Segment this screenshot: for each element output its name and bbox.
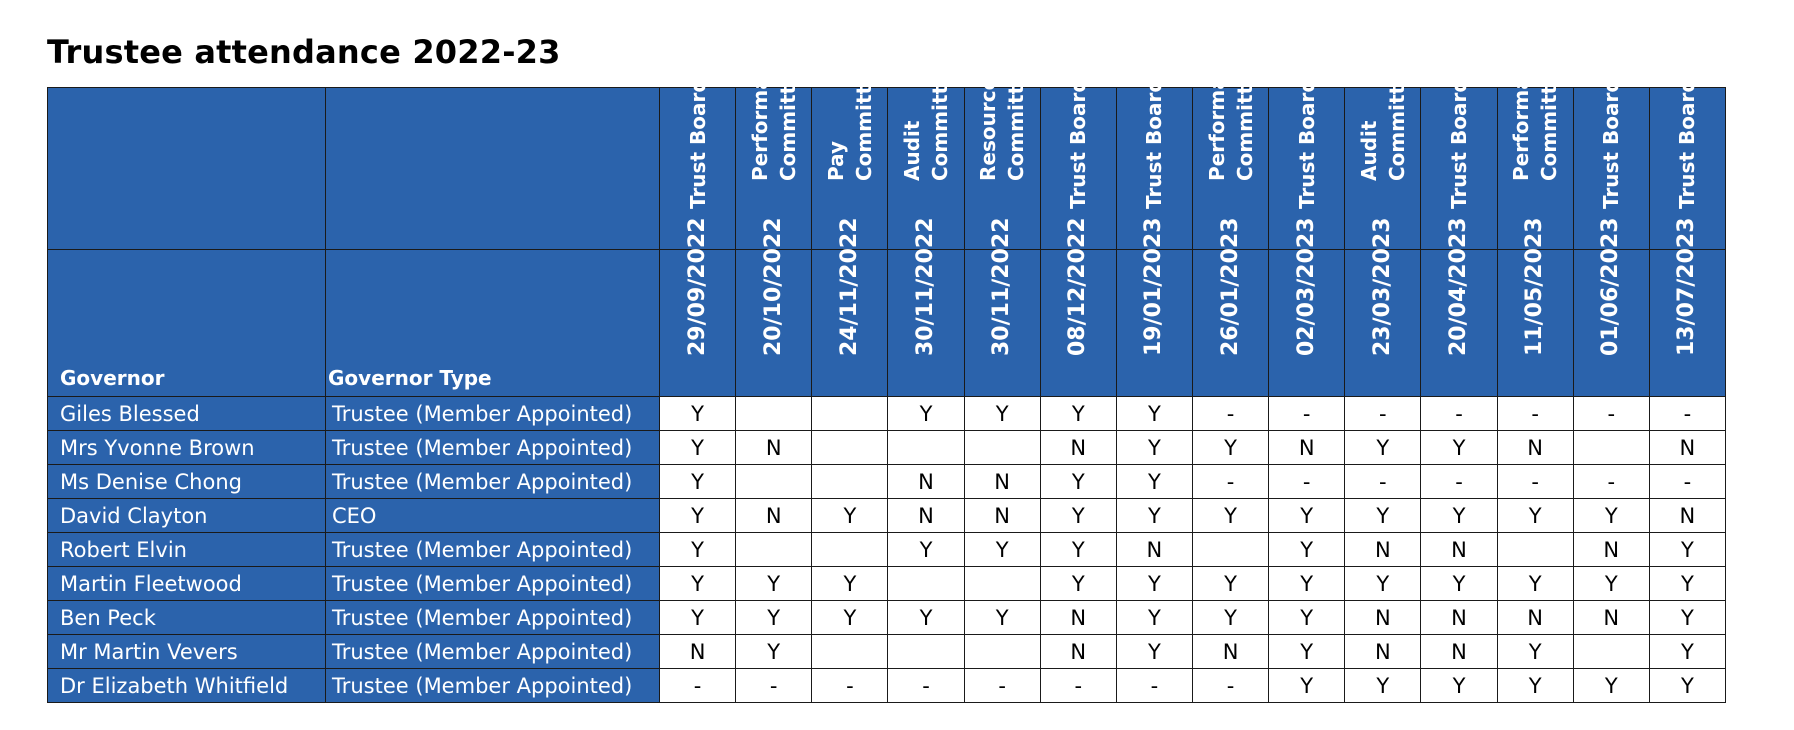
governor-row [48,601,1726,635]
attendance-cell: Y [1116,567,1192,601]
meeting-date-label: 24/11/2022 [836,217,862,356]
attendance-cell: - [1573,465,1649,499]
attendance-cell: - [1649,397,1725,431]
attendance-cell: Y [1649,635,1725,669]
meeting-date-header [1497,217,1573,397]
governor-column-header: Governor [48,250,326,397]
attendance-cell [964,635,1040,669]
attendance-cell: N [660,635,736,669]
attendance-cell: - [1192,669,1268,703]
attendance-cell: - [1421,397,1497,431]
attendance-cell: N [1573,533,1649,567]
governor-row [48,397,1726,431]
attendance-cell: - [888,669,964,703]
attendance-cell: N [1421,533,1497,567]
governor-name: David Clayton [48,499,326,533]
attendance-cell: - [660,669,736,703]
meeting-date-header [1345,217,1421,397]
governor-name: Mr Martin Vevers [48,635,326,669]
attendance-cell: Y [1269,499,1345,533]
attendance-cell: N [1649,499,1725,533]
governor-type: Trustee (Member Appointed) [326,397,660,431]
attendance-cell: N [1345,635,1421,669]
attendance-cell [964,567,1040,601]
attendance-cell: N [1192,635,1268,669]
page-title: Trustee attendance 2022-23 [47,33,561,71]
attendance-cell [888,635,964,669]
meeting-date-label: 19/01/2023 [1141,217,1167,356]
attendance-cell: - [1497,465,1573,499]
attendance-cell: Y [1192,567,1268,601]
attendance-cell: N [736,431,812,465]
attendance-cell: Y [1345,431,1421,465]
governor-name: Ben Peck [48,601,326,635]
meeting-name-label: Trust Board [1599,78,1624,209]
attendance-cell [1192,533,1268,567]
attendance-cell: - [1421,465,1497,499]
meeting-name-label: Trust Board [1294,78,1319,209]
meeting-name-label: Trust Board [1142,78,1167,209]
attendance-cell: Y [1573,567,1649,601]
attendance-cell: Y [1345,669,1421,703]
attendance-cell: Y [1040,397,1116,431]
attendance-cell: - [1269,465,1345,499]
attendance-cell: Y [660,499,736,533]
attendance-cell: Y [812,499,888,533]
meeting-name-label: Trust Board [1446,78,1471,209]
attendance-cell: Y [812,601,888,635]
attendance-cell: Y [660,533,736,567]
meeting-date-header [1573,217,1649,397]
meeting-name-label: Audit Committee [899,57,952,181]
attendance-cell: Y [1269,669,1345,703]
attendance-cell: Y [1192,499,1268,533]
meeting-date-header [1269,217,1345,397]
meeting-date-header [812,217,888,397]
attendance-cell [964,431,1040,465]
governor-type: Trustee (Member Appointed) [326,465,660,499]
attendance-cell: - [1497,397,1573,431]
attendance-cell: Y [736,567,812,601]
attendance-cell: Y [1573,669,1649,703]
attendance-cell: N [1040,431,1116,465]
governor-row [48,567,1726,601]
attendance-cell: Y [1497,567,1573,601]
governor-row [48,499,1726,533]
attendance-cell [1497,533,1573,567]
meeting-date-header [660,217,736,397]
attendance-cell: Y [1040,499,1116,533]
attendance-cell: - [1116,669,1192,703]
meeting-date-header [1116,217,1192,397]
meeting-date-label: 20/04/2023 [1445,217,1471,356]
governor-type-column-header: Governor Type [326,250,660,397]
attendance-cell: N [736,499,812,533]
attendance-cell: Y [736,635,812,669]
governor-name: Dr Elizabeth Whitfield [48,669,326,703]
attendance-cell: - [1649,465,1725,499]
meeting-date-header [736,217,812,397]
attendance-cell: Y [1421,499,1497,533]
attendance-cell [888,431,964,465]
governor-row [48,533,1726,567]
attendance-cell: Y [1192,431,1268,465]
attendance-cell: Y [888,533,964,567]
attendance-cell: Y [888,397,964,431]
attendance-cell: Y [964,397,1040,431]
attendance-cell: N [1421,635,1497,669]
attendance-cell [1573,635,1649,669]
attendance-cell: Y [812,567,888,601]
attendance-cell: N [1345,601,1421,635]
attendance-cell: Y [660,601,736,635]
attendance-cell: Y [1497,499,1573,533]
meeting-name-label: Performance Committee [1204,36,1257,181]
governor-type: CEO [326,499,660,533]
governor-row [48,465,1726,499]
meeting-date-label: 08/12/2022 [1065,217,1091,356]
attendance-cell: Y [1269,533,1345,567]
meeting-date-header [888,217,964,397]
meeting-name-label: Trust Board [1675,78,1700,209]
attendance-cell: N [1040,601,1116,635]
attendance-cell: Y [1116,465,1192,499]
attendance-cell: Y [1573,499,1649,533]
attendance-cell: Y [964,533,1040,567]
attendance-cell [736,397,812,431]
attendance-cell: N [1497,601,1573,635]
attendance-cell: Y [1269,635,1345,669]
meeting-date-label: 13/07/2023 [1674,217,1700,356]
attendance-cell: Y [660,431,736,465]
meeting-date-label: 29/09/2022 [684,217,710,356]
attendance-cell: Y [660,567,736,601]
attendance-cell: Y [1345,499,1421,533]
governor-type: Trustee (Member Appointed) [326,533,660,567]
attendance-cell: - [1040,669,1116,703]
attendance-cell: N [1116,533,1192,567]
governor-name: Giles Blessed [48,397,326,431]
meeting-name-row [48,88,1726,250]
attendance-cell: N [1649,431,1725,465]
attendance-cell: N [1573,601,1649,635]
attendance-cell: - [1345,397,1421,431]
header-blank-cell [48,88,326,250]
attendance-cell: Y [888,601,964,635]
attendance-cell: Y [964,601,1040,635]
meeting-date-label: 23/03/2023 [1369,217,1395,356]
meeting-date-label: 01/06/2023 [1598,217,1624,356]
meeting-name-label: Audit Committee [1356,57,1409,181]
attendance-cell [1573,431,1649,465]
governor-name: Mrs Yvonne Brown [48,431,326,465]
attendance-cell: - [1345,465,1421,499]
attendance-cell [736,533,812,567]
meeting-date-label: 30/11/2022 [912,217,938,356]
meeting-date-label: 02/03/2023 [1293,217,1319,356]
meeting-date-header [964,217,1040,397]
attendance-cell: Y [1116,431,1192,465]
governor-type: Trustee (Member Appointed) [326,635,660,669]
attendance-cell: N [1497,431,1573,465]
governor-name: Robert Elvin [48,533,326,567]
header-blank-cell [326,88,660,250]
meeting-date-header [1192,217,1268,397]
meeting-name-label: Performance Committee [747,36,800,181]
attendance-cell: Y [1649,601,1725,635]
attendance-cell: N [1040,635,1116,669]
attendance-cell: Y [1040,465,1116,499]
attendance-cell: N [1421,601,1497,635]
attendance-cell: Y [1649,567,1725,601]
attendance-cell: - [1192,465,1268,499]
meeting-date-row [48,250,1726,397]
attendance-cell: Y [1421,567,1497,601]
governor-type: Trustee (Member Appointed) [326,431,660,465]
attendance-cell: N [964,465,1040,499]
attendance-cell [812,431,888,465]
meeting-date-label: 30/11/2022 [989,217,1015,356]
attendance-cell [736,465,812,499]
attendance-cell: N [1269,431,1345,465]
attendance-cell: Y [736,601,812,635]
attendance-cell: N [1345,533,1421,567]
attendance-cell [888,567,964,601]
meeting-name-label: Trust Board [1066,78,1091,209]
attendance-cell: N [964,499,1040,533]
attendance-cell: - [1269,397,1345,431]
meeting-name-label: Trust Board [685,78,710,209]
attendance-cell: Y [660,465,736,499]
attendance-cell: Y [1497,669,1573,703]
attendance-cell: N [888,499,964,533]
meeting-date-label: 26/01/2023 [1217,217,1243,356]
meeting-date-label: 11/05/2023 [1522,217,1548,356]
governor-row [48,669,1726,703]
governor-type: Trustee (Member Appointed) [326,601,660,635]
attendance-cell: Y [660,397,736,431]
governor-name: Ms Denise Chong [48,465,326,499]
attendance-cell [812,533,888,567]
attendance-cell: - [812,669,888,703]
attendance-cell: Y [1269,601,1345,635]
meeting-name-label: Resources Committee [976,57,1029,181]
meeting-name-label: Pay Committee [823,57,876,181]
meeting-date-label: 20/10/2022 [760,217,786,356]
attendance-cell: - [1192,397,1268,431]
meeting-name-label: Performance Committee [1509,36,1562,181]
attendance-cell: - [736,669,812,703]
governor-row [48,635,1726,669]
attendance-cell: Y [1116,635,1192,669]
governor-name: Martin Fleetwood [48,567,326,601]
attendance-cell: Y [1649,533,1725,567]
attendance-cell: Y [1116,499,1192,533]
attendance-cell: Y [1269,567,1345,601]
attendance-cell: Y [1497,635,1573,669]
attendance-cell: - [964,669,1040,703]
attendance-cell: Y [1345,567,1421,601]
attendance-cell: Y [1192,601,1268,635]
governor-row [48,431,1726,465]
attendance-cell [812,397,888,431]
attendance-cell: N [888,465,964,499]
governor-type: Trustee (Member Appointed) [326,567,660,601]
attendance-cell: Y [1040,567,1116,601]
governor-type: Trustee (Member Appointed) [326,669,660,703]
meeting-date-header [1421,217,1497,397]
attendance-cell: Y [1116,397,1192,431]
attendance-cell: Y [1649,669,1725,703]
meeting-date-header [1040,217,1116,397]
attendance-body [48,397,1726,703]
attendance-cell: - [1573,397,1649,431]
attendance-cell: Y [1116,601,1192,635]
attendance-cell: Y [1421,669,1497,703]
meeting-date-header [1649,217,1725,397]
attendance-cell [812,635,888,669]
attendance-cell: Y [1421,431,1497,465]
attendance-cell [812,465,888,499]
attendance-cell: Y [1040,533,1116,567]
